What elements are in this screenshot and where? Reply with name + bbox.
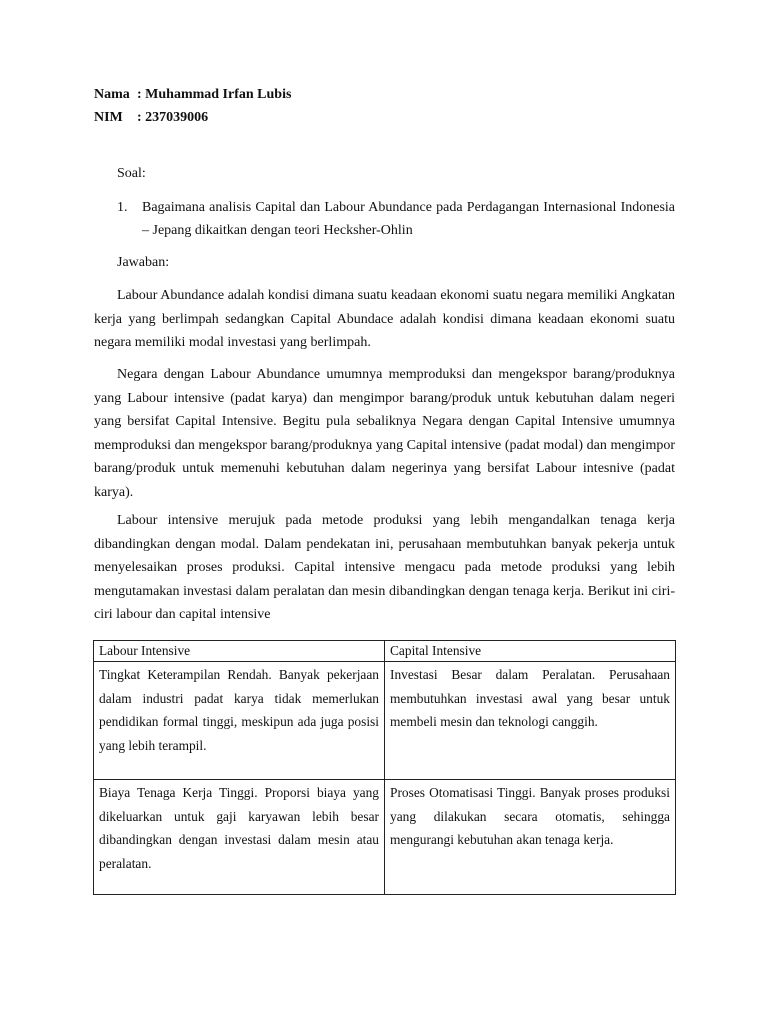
nim-label: NIM [94,110,123,125]
question-number: 1. [117,200,128,215]
question-item [117,196,675,242]
comparison-table [93,640,676,895]
answer-heading: Jawaban: [117,255,170,270]
question-heading: Soal: [117,166,146,181]
table-cell: Investasi Besar dalam Peralatan. Perusahaan membutuhkan investasi awal yang besar untuk membeli mesin dan teknologi canggih. [385,662,676,780]
table-cell: Tingkat Keterampilan Rendah. Banyak pekerjaan dalam industri padat karya tidak memerlukan pendidikan formal tinggi, meskipun ada juga posisi yang lebih terampil. [94,662,385,780]
table-row [94,662,676,780]
table-cell: Proses Otomatisasi Tinggi. Banyak proses produksi yang dilakukan secara otomatis, sehingga mengurangi kebutuhan akan tenaga kerja. [385,780,676,895]
answer-paragraph-2: Negara dengan Labour Abundance umumnya memproduksi dan mengekspor barang/produknya yang Labour intensive (padat karya) dan mengimpor barang/produk untuk kebutuhan dalam negeri yang bersifat Capital Intensive. Begitu pula sebaliknya Negara dengan Capital Intensive umumnya memproduksi dan mengekspor barang/produknya yang Capital intensive (padat modal) dan mengimpor barang/produk untuk memenuhi kebutuhan dalam negerinya yang bersifat Labour intesnive (padat karya). [94,367,675,500]
header-labour-intensive: Labour Intensive [94,641,385,662]
table-cell: Biaya Tenaga Kerja Tinggi. Proporsi biaya yang dikeluarkan untuk gaji karyawan lebih besar dibandingkan dengan investasi dalam mesin atau peralatan. [94,780,385,895]
table-row [94,780,676,895]
answer-paragraph-1: Labour Abundance adalah kondisi dimana suatu keadaan ekonomi suatu negara memiliki Angkatan kerja yang berlimpah sedangkan Capital Abundace adalah kondisi dimana keadaan ekonomi suatu negara memiliki modal investasi yang berlimpah. [94,288,675,351]
name-label: Nama [94,87,130,102]
student-name-line [94,86,291,104]
name-value: : Muhammad Irfan Lubis [137,87,292,102]
header-capital-intensive: Capital Intensive [385,641,676,662]
nim-value: : 237039006 [137,110,209,125]
answer-paragraph-3: Labour intensive merujuk pada metode produksi yang lebih mengandalkan tenaga kerja dibandingkan dengan modal. Dalam pendekatan ini, perusahaan membutuhkan banyak pekerja untuk menyelesaikan proses produksi. Capital intensive mengacu pada metode produksi yang lebih mengutamakan investasi dalam peralatan dan mesin dibandingkan dengan tenaga kerja. Berikut ini ciri-ciri labour dan capital intensive [94,513,675,623]
table-header-row [94,641,676,662]
question-text: Bagaimana analisis Capital dan Labour Abundance pada Perdagangan Internasional Indonesia – Jepang dikaitkan dengan teori Hecksher-Ohlin [142,200,675,238]
student-nim-line [94,109,208,127]
